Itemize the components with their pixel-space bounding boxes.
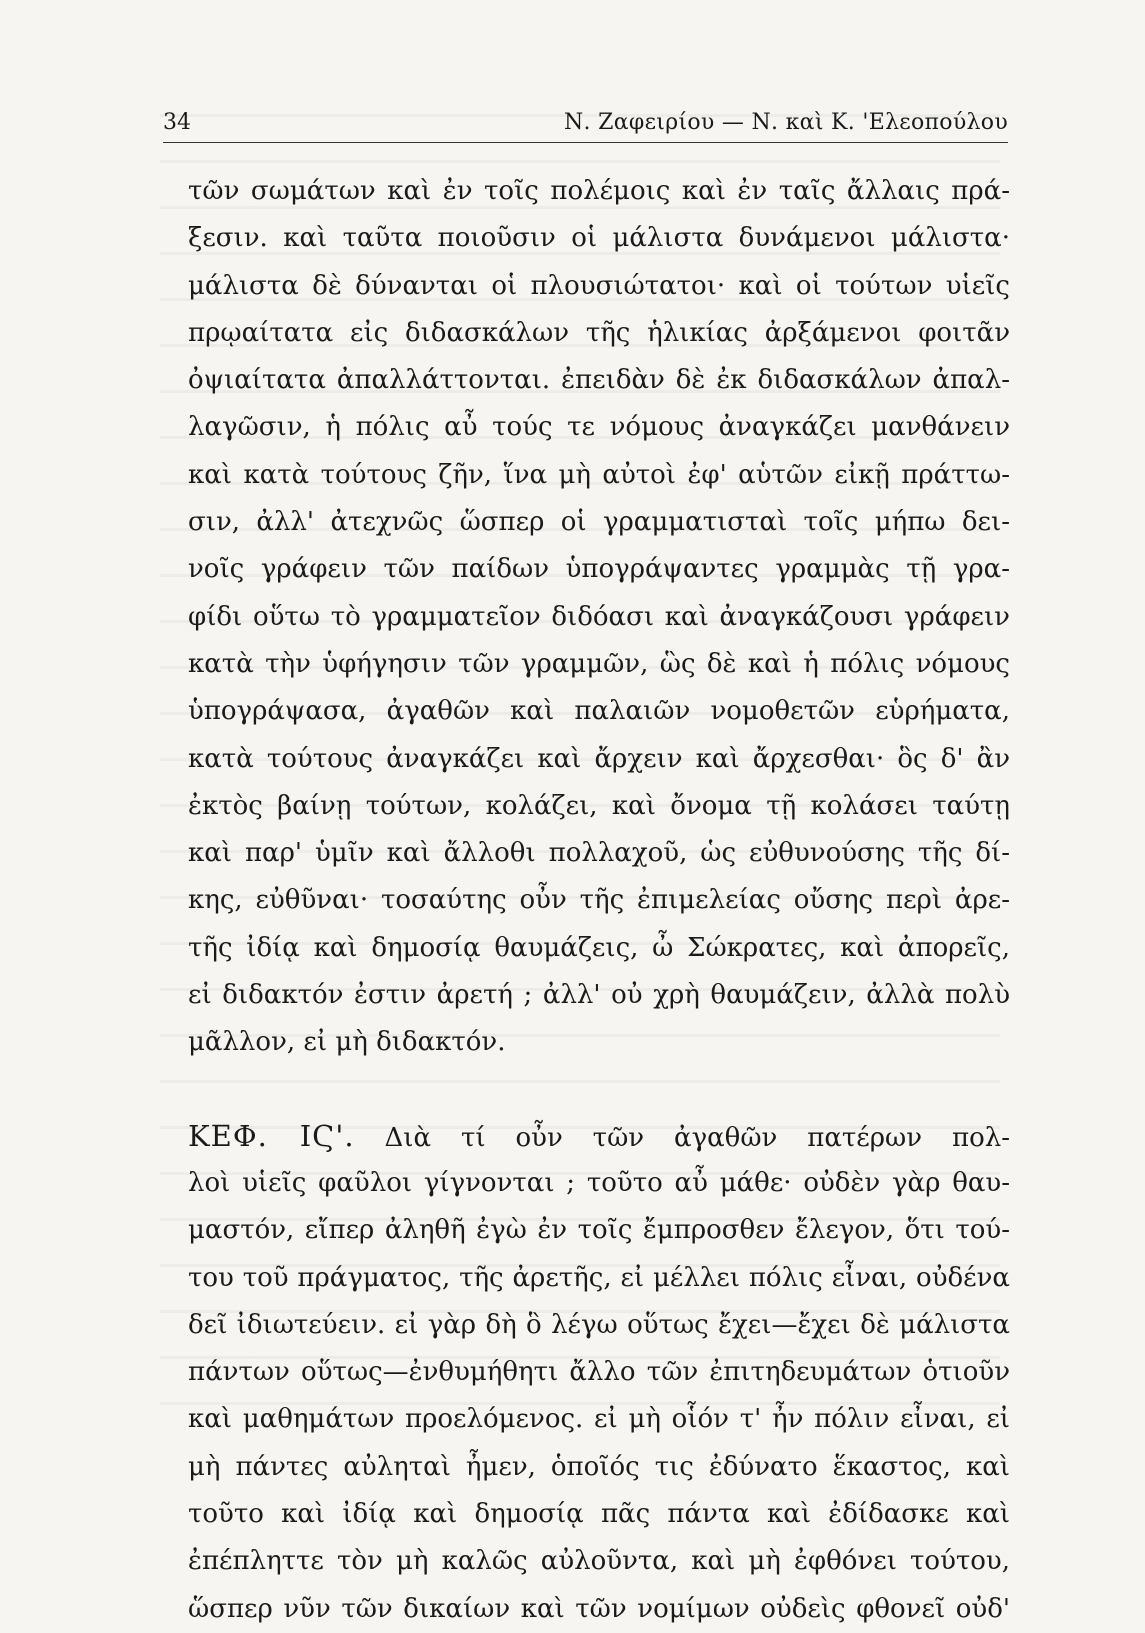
chapter-heading: ΚΕΦ. ΙϚ'.: [188, 1118, 355, 1153]
body-text: [188, 168, 1010, 1633]
text-line: μαστόν, εἴπερ ἀληθῆ ἐγὼ ἐν τοῖς ἔμπροσθεν ἔλεγον, ὅτι τού-: [188, 1215, 1010, 1246]
text-line: μᾶλλον, εἰ μὴ διδακτόν.: [188, 1027, 506, 1058]
text-line: τῶν σωμάτων καὶ ἐν τοῖς πολέμοις καὶ ἐν ταῖς ἄλλαις πρά-: [188, 176, 1010, 206]
text-line: καὶ παρ' ὑμῖν καὶ ἄλλοθι πολλαχοῦ, ὡς εὐθυνούσης τῆς δί-: [188, 838, 1010, 869]
text-line: μάλιστα δὲ δύνανται οἱ πλουσιώτατοι· καὶ οἱ τούτων υἱεῖς: [188, 270, 1010, 301]
paragraph-2: [188, 1113, 1010, 1633]
page-header: [163, 108, 1008, 142]
text-line: σιν, ἀλλ' ἀτεχνῶς ὥσπερ οἱ γραμματισταὶ τοῖς μήπω δει-: [188, 507, 1010, 538]
text-line: καὶ μαθημάτων προελόμενος. εἰ μὴ οἷόν τ' ἦν πόλιν εἶναι, εἰ: [188, 1404, 1010, 1435]
text-line: ξεσιν. καὶ ταῦτα ποιοῦσιν οἱ μάλιστα δυνάμενοι μάλιστα·: [188, 223, 1010, 254]
text-line: λαγῶσιν, ἡ πόλις αὖ τούς τε νόμους ἀναγκάζει μανθάνειν: [188, 412, 1010, 443]
text-line: μὴ πάντες αὐληταὶ ἦμεν, ὁποῖός τις ἐδύνατο ἕκαστος, καὶ: [188, 1451, 1010, 1482]
text-line: δεῖ ἰδιωτεύειν. εἰ γὰρ δὴ ὃ λέγω οὕτως ἔχει—ἔχει δὲ μάλιστα: [188, 1309, 1010, 1340]
paragraph-1: [188, 168, 1010, 1067]
text-line: κατὰ τὴν ὑφήγησιν τῶν γραμμῶν, ὣς δὲ καὶ ἡ πόλις νόμους: [188, 648, 1010, 679]
text-line: ὑπογράψασα, ἀγαθῶν καὶ παλαιῶν νομοθετῶν εὑρήματα,: [188, 696, 1010, 727]
chapter-opening-text: Διὰ τί οὖν τῶν ἀγαθῶν πατέρων πολ-: [384, 1122, 1010, 1153]
text-line: πρῳαίτατα εἰς διδασκάλων τῆς ἡλικίας ἀρξάμενοι φοιτᾶν: [188, 317, 1010, 348]
text-line: ὀψιαίτατα ἀπαλλάττονται. ἐπειδὰν δὲ ἐκ διδασκάλων ἀπαλ-: [188, 365, 1010, 396]
text-line: τοῦτο καὶ ἰδίᾳ καὶ δημοσίᾳ πᾶς πάντα καὶ ἐδίδασκε καὶ: [188, 1499, 1010, 1530]
page-number: 34: [163, 110, 191, 135]
text-line: καὶ κατὰ τούτους ζῆν, ἵνα μὴ αὐτοὶ ἐφ' αὑτῶν εἰκῇ πράττω-: [188, 459, 1010, 490]
text-line: εἰ διδακτόν ἐστιν ἀρετή ; ἀλλ' οὐ χρὴ θαυμάζειν, ἀλλὰ πολὺ: [188, 980, 1010, 1011]
text-line: ὥσπερ νῦν τῶν δικαίων καὶ τῶν νομίμων οὐδεὶς φθονεῖ οὐδ': [188, 1593, 1010, 1624]
text-line: λοὶ υἱεῖς φαῦλοι γίγνονται ; τοῦτο αὖ μάθε· οὐδὲν γὰρ θαυ-: [188, 1167, 1010, 1198]
text-line: του τοῦ πράγματος, τῆς ἀρετῆς, εἰ μέλλει πόλις εἶναι, οὐδένα: [188, 1262, 1010, 1293]
chapter-opening-line: [188, 1113, 1010, 1160]
text-line: ἐκτὸς βαίνῃ τούτων, κολάζει, καὶ ὄνομα τῇ κολάσει ταύτῃ: [188, 790, 1010, 821]
text-line: πάντων οὕτως—ἐνθυμήθητι ἄλλο τῶν ἐπιτηδευμάτων ὁτιοῦν: [188, 1357, 1010, 1388]
text-line: κατὰ τούτους ἀναγκάζει καὶ ἄρχειν καὶ ἄρχεσθαι· ὃς δ' ἂν: [188, 743, 1010, 774]
text-line: φίδι οὕτω τὸ γραμματεῖον διδόασι καὶ ἀναγκάζουσι γράφειν: [188, 601, 1010, 632]
text-line: κης, εὐθῦναι· τοσαύτης οὖν τῆς ἐπιμελείας οὔσης περὶ ἀρε-: [188, 885, 1010, 916]
running-head: Ν. Ζαφειρίου — Ν. καὶ Κ. 'Ελεοπούλου: [564, 110, 1008, 135]
paragraph-gap: [188, 1067, 1010, 1113]
text-line: ἐπέπληττε τὸν μὴ καλῶς αὐλοῦντα, καὶ μὴ ἐφθόνει τούτου,: [188, 1546, 1010, 1577]
text-line: νοῖς γράφειν τῶν παίδων ὑπογράψαντες γραμμὰς τῇ γρα-: [188, 554, 1010, 585]
header-rule: [163, 142, 1008, 143]
text-line: τῆς ἰδίᾳ καὶ δημοσίᾳ θαυμάζεις, ὦ Σώκρατες, καὶ ἀπορεῖς,: [188, 932, 1010, 963]
